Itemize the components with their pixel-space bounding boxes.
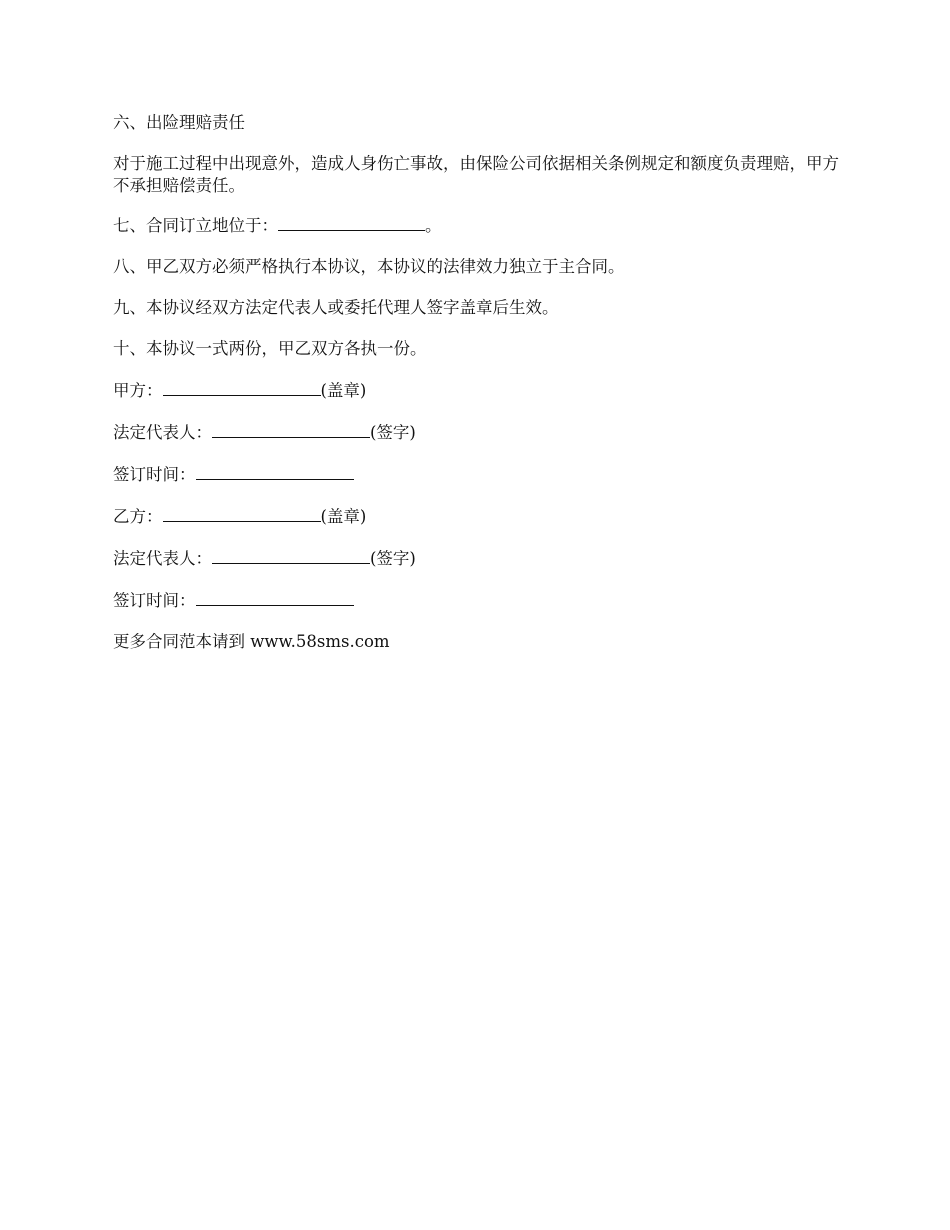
location-blank [278, 214, 425, 231]
section-10: 十、本协议一式两份，甲乙双方各执一份。 [113, 339, 427, 358]
party-a-line [113, 379, 843, 402]
party-b-date-line [113, 589, 843, 612]
party-b-label: 乙方： [113, 507, 163, 526]
party-b-rep-label: 法定代表人： [113, 549, 212, 568]
party-b-date-label: 签订时间： [113, 591, 196, 610]
party-a-blank [163, 379, 321, 396]
party-a-date-label: 签订时间： [113, 465, 196, 484]
party-a-label: 甲方： [113, 381, 163, 400]
party-a-rep-label: 法定代表人： [113, 423, 212, 442]
party-b-blank [163, 505, 321, 522]
section-9: 九、本协议经双方法定代表人或委托代理人签字盖章后生效。 [113, 298, 559, 317]
section-7-prefix: 七、合同订立地位于： [113, 216, 278, 235]
party-a-rep-blank [212, 421, 370, 438]
party-b-rep-blank [212, 547, 370, 564]
document-page [113, 112, 843, 672]
party-a-date-blank [196, 463, 354, 480]
section-6-heading: 六、出险理赔责任 [113, 113, 245, 132]
party-b-seal: (盖章) [320, 507, 367, 526]
party-b-line [113, 505, 843, 528]
section-8: 八、甲乙双方必须严格执行本协议，本协议的法律效力独立于主合同。 [113, 257, 625, 276]
section-7-suffix: 。 [425, 216, 442, 235]
party-a-rep-sign: (签字) [370, 423, 416, 442]
party-a-seal: (盖章) [320, 381, 367, 400]
party-b-rep-line [113, 547, 843, 570]
party-a-date-line [113, 463, 843, 486]
section-7 [113, 214, 843, 237]
party-b-date-blank [196, 589, 354, 606]
party-b-rep-sign: (签字) [370, 549, 416, 568]
party-a-rep-line [113, 421, 843, 444]
section-6-body: 对于施工过程中出现意外，造成人身伤亡事故，由保险公司依据相关条例规定和额度负责理赔，甲方不承担赔偿责任。 [113, 154, 839, 195]
footer-link-text: 更多合同范本请到 www.58sms.com [113, 632, 390, 651]
